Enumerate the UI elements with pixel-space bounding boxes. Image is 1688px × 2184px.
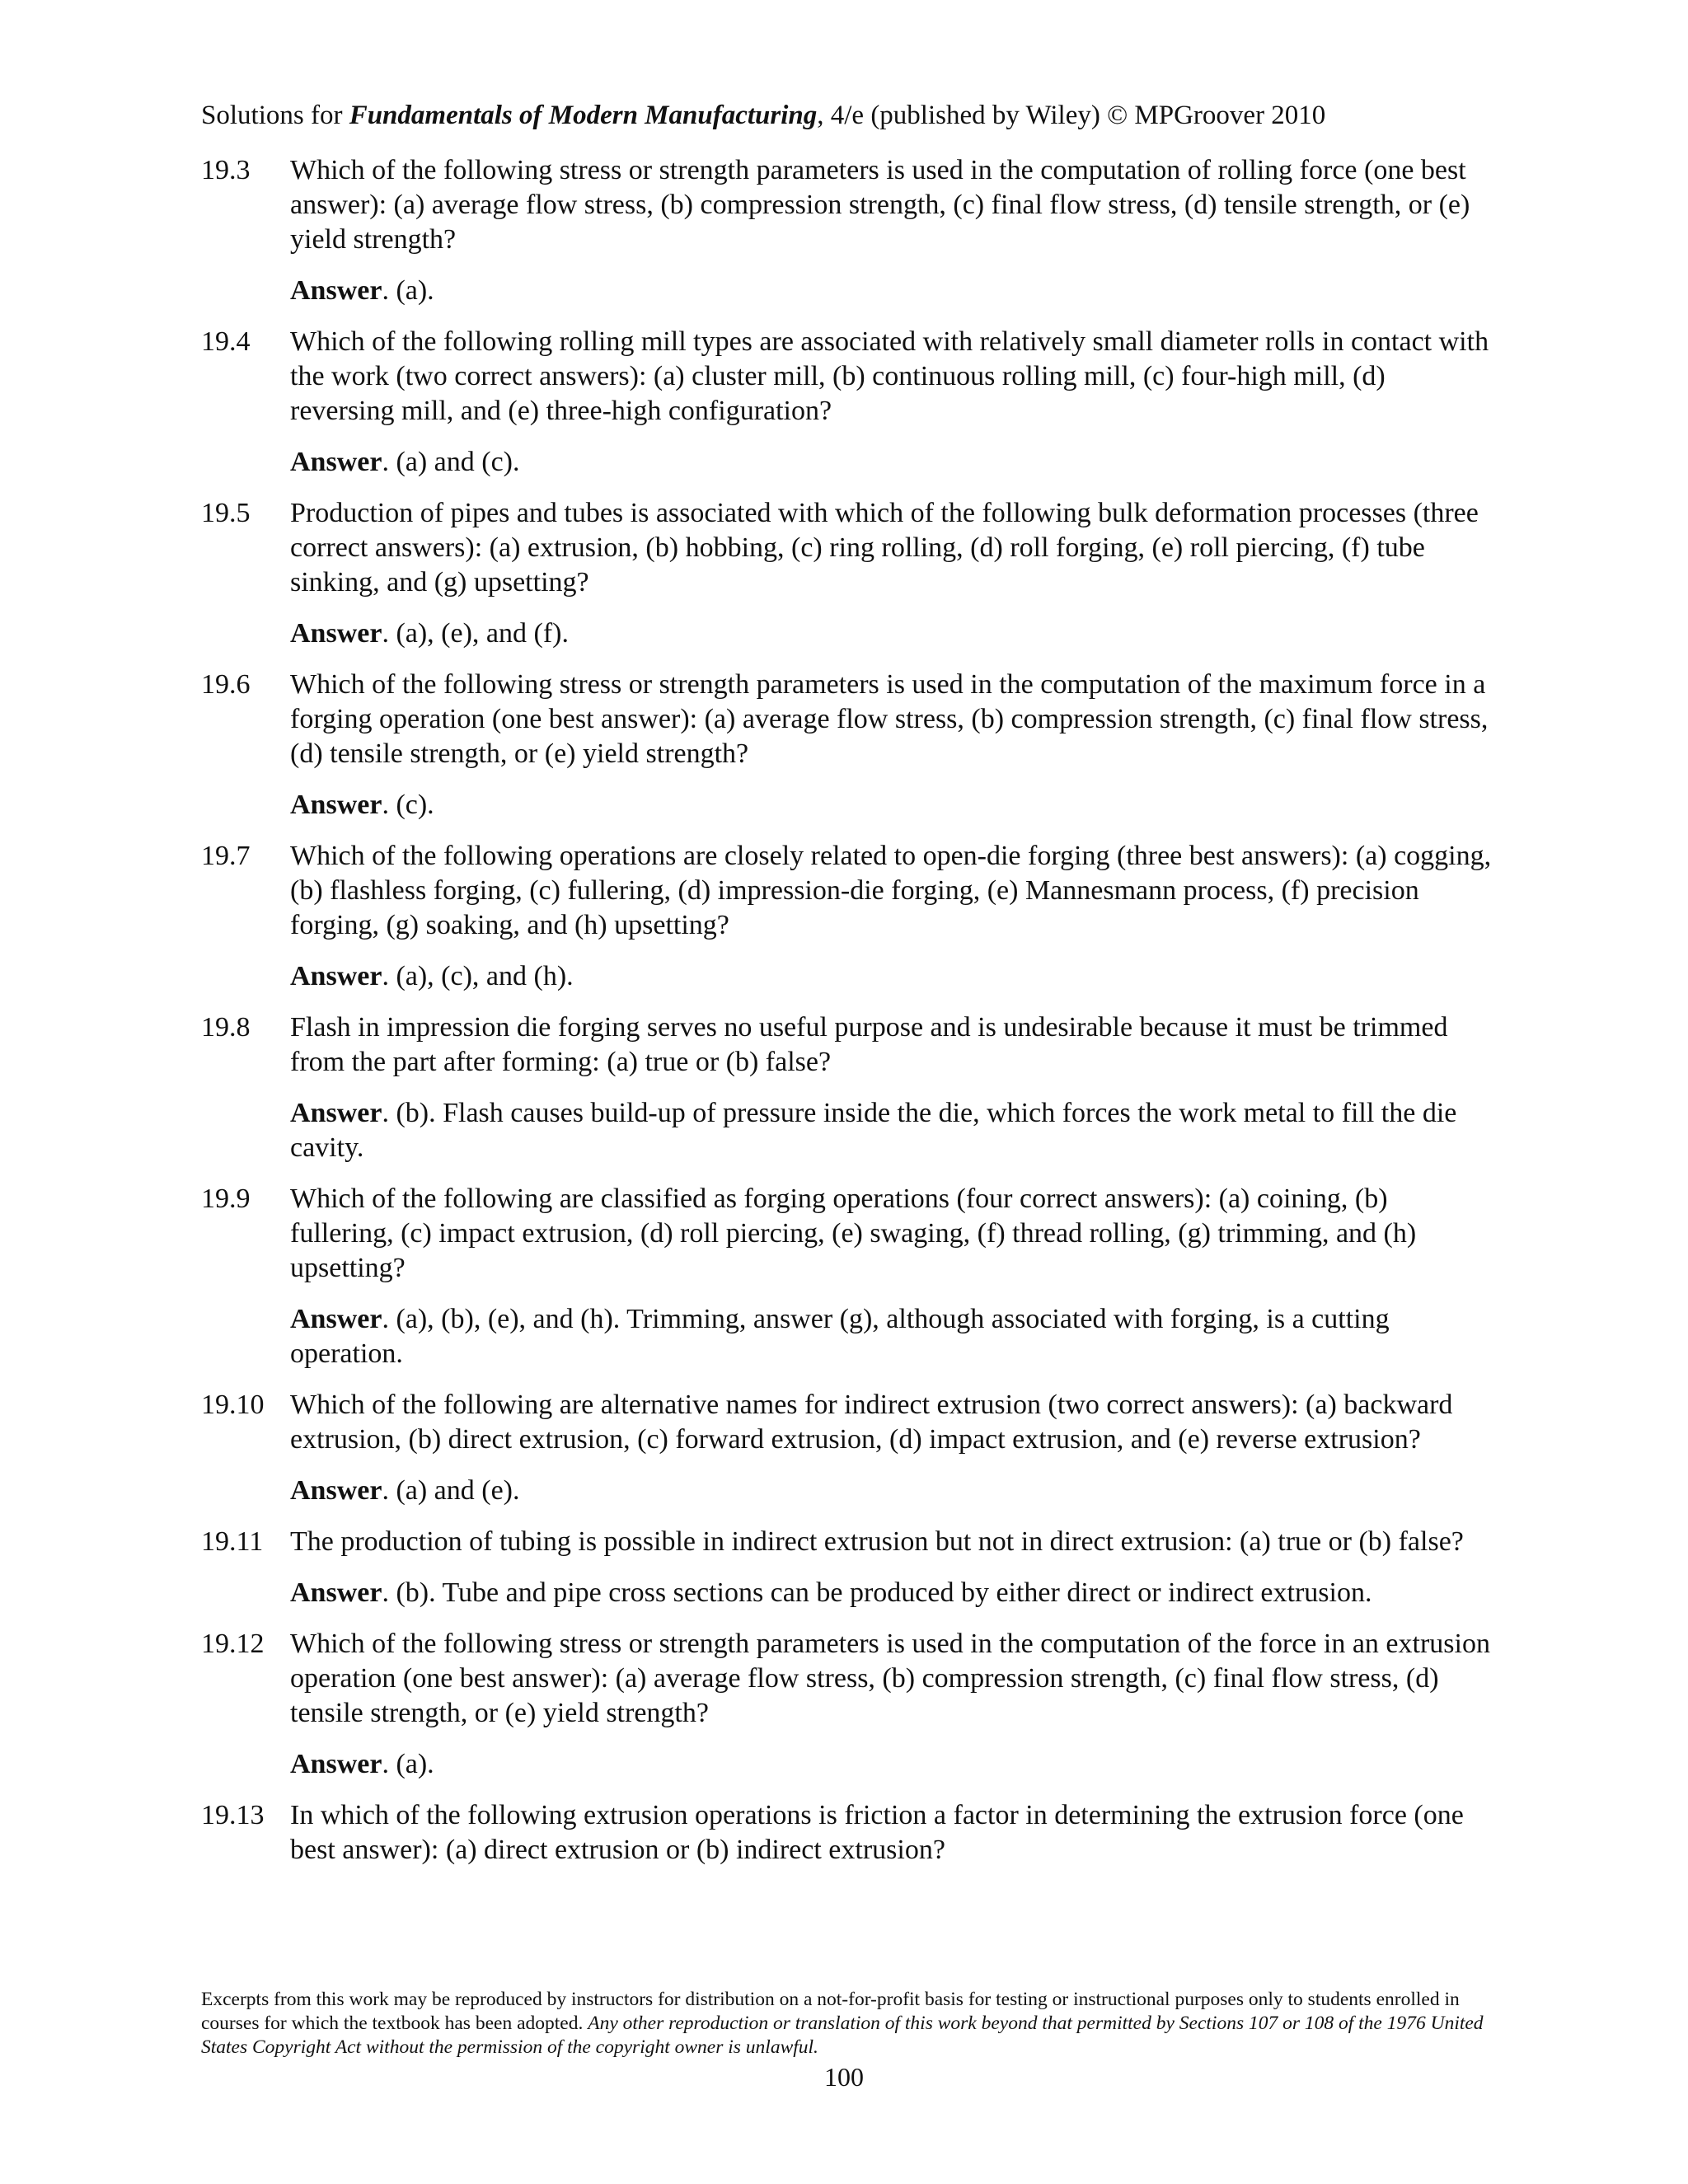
answer-text: . (a), (b), (e), and (h). Trimming, answer (g), although associated with forging, is a cutting operation. bbox=[290, 1304, 1390, 1369]
question-item bbox=[201, 1182, 1495, 1371]
question-text: Production of pipes and tubes is associated with which of the following bulk deformation processes (three correct answers): (a) extrusion, (b) hobbing, (c) ring rolling, (d) roll forging, (e) roll piercing, (f) tube sinking, and (g) upsetting? bbox=[290, 498, 1479, 598]
question-number: 19.13 bbox=[201, 1800, 265, 1830]
answer-text: . (a), (e), and (f). bbox=[382, 618, 569, 649]
answer bbox=[290, 274, 1495, 308]
question-number: 19.8 bbox=[201, 1012, 251, 1043]
question-number: 19.6 bbox=[201, 669, 251, 700]
question-item bbox=[201, 1627, 1495, 1782]
answer-text: . (b). Flash causes build-up of pressure inside the die, which forces the work metal to fill the die cavity. bbox=[290, 1098, 1457, 1163]
answer bbox=[290, 1576, 1495, 1610]
question-text: Which of the following stress or strength parameters is used in the computation of the maximum force in a forging operation (one best answer): (a) average flow stress, (b) compression strength, (c) final flow stress, (d) tensile strength, or (e) yield strength? bbox=[290, 669, 1489, 769]
question-item bbox=[201, 1525, 1495, 1610]
answer-label: Answer bbox=[290, 1304, 382, 1334]
answer bbox=[290, 616, 1495, 651]
question-text: The production of tubing is possible in indirect extrusion but not in direct extrusion: (a) true or (b) false? bbox=[290, 1526, 1464, 1557]
answer-text: . (a), (c), and (h). bbox=[382, 961, 574, 991]
question-item bbox=[201, 1010, 1495, 1165]
answer-label: Answer bbox=[290, 1749, 382, 1779]
question-number: 19.7 bbox=[201, 841, 251, 871]
question-number: 19.10 bbox=[201, 1390, 265, 1420]
answer-label: Answer bbox=[290, 275, 382, 306]
answer-text: . (b). Tube and pipe cross sections can be produced by either direct or indirect extrusion. bbox=[382, 1577, 1372, 1608]
question-text: Which of the following stress or strength parameters is used in the computation of the force in an extrusion operation (one best answer): (a) average flow stress, (b) compression strength, (c) final flow stress, (d) tensile strength, or (e) yield strength? bbox=[290, 1629, 1490, 1728]
answer-label: Answer bbox=[290, 1577, 382, 1608]
question-number: 19.5 bbox=[201, 498, 251, 528]
question-item bbox=[201, 153, 1495, 308]
answer-text: . (a). bbox=[382, 275, 434, 306]
footer-notice: Excerpts from this work may be reproduced by instructors for distribution on a not-for-profit basis for testing or instructional purposes only to students enrolled in courses for which the textbook has been adopted. bbox=[201, 1989, 1460, 2034]
question-text: Which of the following stress or strength parameters is used in the computation of rolling force (one best answer): (a) average flow stress, (b) compression strength, (c) final flow stress, (d) tensile strength, or (e) yield strength? bbox=[290, 155, 1470, 255]
answer bbox=[290, 788, 1495, 823]
answer bbox=[290, 445, 1495, 480]
question-text: Flash in impression die forging serves no useful purpose and is undesirable because it must be trimmed from the part after forming: (a) true or (b) false? bbox=[290, 1012, 1448, 1077]
answer-text: . (a) and (e). bbox=[382, 1475, 520, 1506]
question-item bbox=[201, 1388, 1495, 1508]
question-number: 19.12 bbox=[201, 1629, 265, 1659]
answer-text: . (c). bbox=[382, 790, 434, 820]
answer-text: . (a). bbox=[382, 1749, 434, 1779]
answer bbox=[290, 1302, 1495, 1371]
answer-label: Answer bbox=[290, 790, 382, 820]
answer bbox=[290, 1096, 1495, 1165]
answer bbox=[290, 1747, 1495, 1782]
book-title: Fundamentals of Modern Manufacturing bbox=[349, 101, 818, 130]
question-item bbox=[201, 668, 1495, 823]
question-item bbox=[201, 1798, 1495, 1868]
question-number: 19.11 bbox=[201, 1526, 264, 1557]
question-list bbox=[201, 153, 1495, 1884]
question-item bbox=[201, 839, 1495, 994]
answer-text: . (a) and (c). bbox=[382, 447, 520, 477]
question-item bbox=[201, 496, 1495, 651]
footer-legal-notice: Any other reproduction or translation of this work beyond that permitted by Sections 107 or 108 of the 1976 United States Copyright Act without the permission of the copyright owner is unlawful. bbox=[201, 2013, 1484, 2058]
copyright-footer bbox=[201, 1988, 1495, 2060]
answer-label: Answer bbox=[290, 447, 382, 477]
question-number: 19.4 bbox=[201, 326, 251, 357]
answer-label: Answer bbox=[290, 961, 382, 991]
running-header bbox=[201, 97, 1325, 134]
header-prefix: Solutions for bbox=[201, 101, 349, 130]
question-number: 19.3 bbox=[201, 155, 251, 185]
question-text: In which of the following extrusion operations is friction a factor in determining the extrusion force (one best answer): (a) direct extrusion or (b) indirect extrusion? bbox=[290, 1800, 1464, 1865]
question-item bbox=[201, 325, 1495, 480]
question-text: Which of the following are classified as forging operations (four correct answers): (a) coining, (b) fullering, (c) impact extrusion, (d) roll piercing, (e) swaging, (f) thread rolling, (g) trimming, and (h) upsetting? bbox=[290, 1183, 1417, 1283]
answer-label: Answer bbox=[290, 1475, 382, 1506]
answer-label: Answer bbox=[290, 618, 382, 649]
page-number: 100 bbox=[824, 2062, 864, 2092]
question-number: 19.9 bbox=[201, 1183, 251, 1214]
answer bbox=[290, 959, 1495, 994]
question-text: Which of the following are alternative names for indirect extrusion (two correct answers): (a) backward extrusion, (b) direct extrusion, (c) forward extrusion, (d) impact extrusion, and (e) reverse extrusion? bbox=[290, 1390, 1453, 1455]
question-text: Which of the following rolling mill types are associated with relatively small diameter rolls in contact with the work (two correct answers): (a) cluster mill, (b) continuous rolling mill, (c) four-high mill, (d) reversing mill, and (e) three-high configuration? bbox=[290, 326, 1489, 426]
answer-label: Answer bbox=[290, 1098, 382, 1128]
answer bbox=[290, 1474, 1495, 1508]
question-text: Which of the following operations are closely related to open-die forging (three best answers): (a) cogging, (b) flashless forging, (c) fullering, (d) impression-die forging, (e) Mannesmann process, (f) precision forging, (g) soaking, and (h) upsetting? bbox=[290, 841, 1492, 940]
header-suffix: , 4/e (published by Wiley) © MPGroover 2010 bbox=[817, 101, 1326, 130]
